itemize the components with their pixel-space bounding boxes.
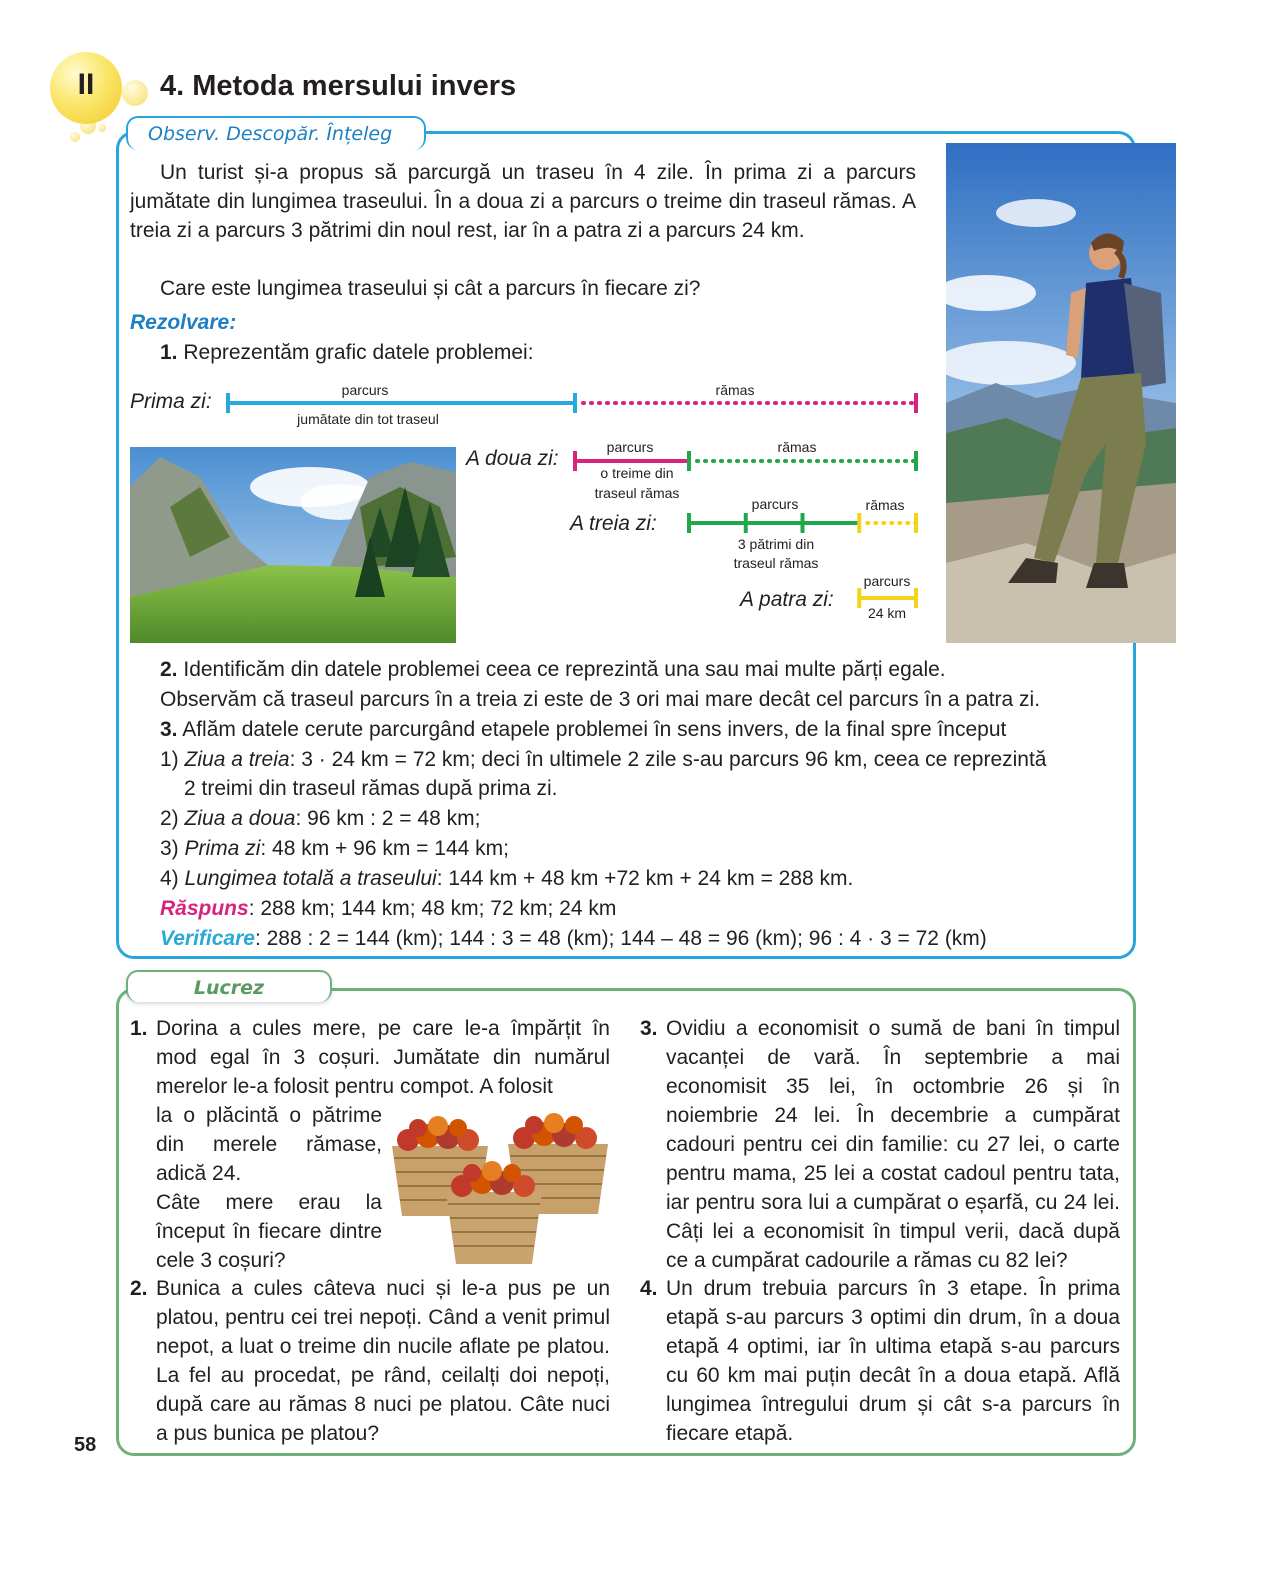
day3-bottom-label-2: traseul rămas	[733, 555, 819, 571]
day3-segment	[689, 513, 916, 533]
exercise-2-number: 2.	[130, 1277, 148, 1300]
exercise-2	[130, 1274, 610, 1448]
lesson-title: 4. Metoda mersului invers	[160, 70, 517, 102]
day4-label: A patra zi:	[740, 588, 834, 611]
day2-top-label: parcurs	[606, 439, 654, 455]
calc-3-label: Prima zi	[184, 837, 261, 860]
step-2-line-1: Identificăm din datele problemei ceea ce reprezintă una sau mai multe părți egale.	[183, 658, 946, 681]
exercise-4	[640, 1274, 1120, 1448]
day1-bottom-label: jumătate din tot traseul	[297, 411, 439, 427]
step-1-number: 1.	[160, 341, 178, 364]
step-3-number: 3.	[160, 718, 178, 741]
page-number: 58	[74, 1434, 97, 1456]
verification-label: Verificare	[160, 927, 255, 950]
exercise-1-text-c: Câte mere erau la început în fiecare dintre cele 3 coșuri?	[156, 1191, 382, 1272]
work-section-tab: Lucrez	[126, 970, 332, 1002]
problem-statement: Un turist și-a propus să parcurgă un traseu în 4 zile. În prima zi a parcurs jumătate din lungimea traseului. În a doua zi a parcurs o treime din traseul rămas. A treia zi a parcurs 3 pătrimi din noul rest, iar în a patra zi a parcurs 24 km.	[130, 161, 916, 242]
calc-1-text: : 3 · 24 km = 72 km; deci în ultimele 2 zile s-au parcurs 96 km, ceea ce reprezintă	[289, 748, 1047, 771]
calc-1-label: Ziua a treia	[184, 748, 290, 771]
verification-text: : 288 : 2 = 144 (km); 144 : 3 = 48 (km); 144 – 48 = 96 (km); 96 : 4 · 3 = 72 (km)	[254, 927, 987, 950]
exercise-1	[130, 1014, 610, 1101]
calc-3-prefix: 3)	[160, 837, 185, 860]
step-3	[160, 715, 1120, 744]
exercise-1-text-b: la o plăcintă o pătrime din merele rămase, adică 24.	[156, 1104, 382, 1185]
step-2-number: 2.	[160, 658, 178, 681]
answer-label: Răspuns	[160, 897, 249, 920]
exercise-3	[640, 1014, 1120, 1275]
step-3-text: Aflăm datele cerute parcurgând etapele problemei în sens invers, de la final spre început	[182, 718, 1007, 741]
step-2-observation: Observăm că traseul parcurs în a treia zi este de 3 ori mai mare decât cel parcurs în a patra zi.	[160, 688, 1041, 711]
problem-question: Care este lungimea traseului și cât a parcurs în fiecare zi?	[160, 277, 701, 300]
exercise-1-question	[130, 1188, 382, 1275]
calc-total	[160, 864, 1060, 893]
exercise-4-text: Un drum trebuia parcurs în 3 etape. În prima etapă s-au parcurs 3 optimi din drum, în a doua etapă 4 optimi, iar în ultima etapă s-au parcurs cu 60 km mai puțin decât în a doua etapă. Află lungimea întregului drum și cât s-a parcurs în fiecare etapă.	[666, 1277, 1120, 1445]
basket-icon	[446, 1161, 542, 1264]
verification	[160, 924, 1120, 953]
day4-bottom-label: 24 km	[867, 605, 907, 621]
day1-top-label: parcurs	[341, 382, 389, 398]
step-2	[160, 655, 1120, 684]
day3-label: A treia zi:	[570, 512, 657, 535]
calc-4-prefix: 4)	[160, 867, 185, 890]
calc-4-label: Lungimea totală a traseului	[184, 867, 437, 890]
exercise-1-number: 1.	[130, 1017, 148, 1040]
day3-rest-label: rămas	[865, 497, 905, 513]
calc-day3-cont: 2 treimi din traseul rămas după prima zi.	[184, 777, 558, 800]
calc-3-text: : 48 km + 96 km = 144 km;	[260, 837, 509, 860]
calc-4-text: : 144 km + 48 km +72 km + 24 km = 288 km.	[436, 867, 854, 890]
calc-2-text: : 96 km : 2 = 48 km;	[295, 807, 481, 830]
day2-bottom-label-1: o treime din	[600, 465, 674, 481]
solution-heading: Rezolvare:	[130, 311, 237, 334]
day1-label: Prima zi:	[130, 390, 212, 413]
day2-segment	[575, 451, 916, 471]
answer	[160, 894, 1060, 923]
apple-baskets-image	[386, 1106, 614, 1266]
exercise-4-number: 4.	[640, 1277, 658, 1300]
step-1-text: Reprezentăm grafic datele problemei:	[183, 341, 534, 364]
calc-day2	[160, 804, 1060, 833]
day4-segment	[859, 588, 916, 608]
calc-2-prefix: 2)	[160, 807, 185, 830]
calc-day3	[160, 745, 1130, 774]
exercise-1-cont	[130, 1101, 382, 1188]
exercise-3-text: Ovidiu a economisit o sumă de bani în timpul vacanței de vară. În septembrie a mai economisit 35 lei, în octombrie 26 și în noiembrie 24 lei. În decembrie a cumpărat cadouri pentru cei din familie: cu 27 lei, o carte pentru mama, 25 lei a costat cadoul pentru tata, iar pentru sora lui a cumpărat o eșarfă, cu 24 lei. Câți lei a economisit în timpul verii, dacă după ce a cumpărat cadourile a rămas cu 82 lei?	[666, 1017, 1120, 1272]
observe-section-tab: Observ. Descopăr. Înțeleg	[126, 116, 426, 150]
hiker-photo	[946, 143, 1176, 643]
chapter-number: II	[77, 68, 95, 101]
answer-text: : 288 km; 144 km; 48 km; 72 km; 24 km	[248, 897, 617, 920]
day1-rest-label: rămas	[715, 382, 755, 398]
day3-bottom-label-1: 3 pătrimi din	[737, 536, 815, 552]
day3-top-label: parcurs	[751, 496, 799, 512]
exercise-1-text-a: Dorina a cules mere, pe care le-a împărțit în mod egal în 3 coșuri. Jumătate din numărul merelor le-a folosit pentru compot. A folosit	[156, 1017, 610, 1098]
exercise-2-text: Bunica a cules câteva nuci și le-a pus pe un platou, pentru cei trei nepoți. Când a venit primul nepot, a luat o treime din nucile aflate pe platou. La fel au procedat, pe rând, ceilalți doi nepoți, după care au rămas 8 nuci pe platou. Câte nuci a pus bunica pe platou?	[156, 1277, 610, 1445]
calc-day1	[160, 834, 1060, 863]
day2-bottom-label-2: traseul rămas	[594, 485, 680, 501]
exercise-3-number: 3.	[640, 1017, 658, 1040]
calc-2-label: Ziua a doua	[184, 807, 296, 830]
mountain-meadow-photo	[130, 447, 456, 643]
calc-1-prefix: 1)	[160, 748, 185, 771]
day2-rest-label: rămas	[777, 439, 817, 455]
day1-segment	[228, 393, 916, 413]
day4-top-label: parcurs	[863, 573, 911, 589]
day2-label: A doua zi:	[466, 447, 559, 470]
